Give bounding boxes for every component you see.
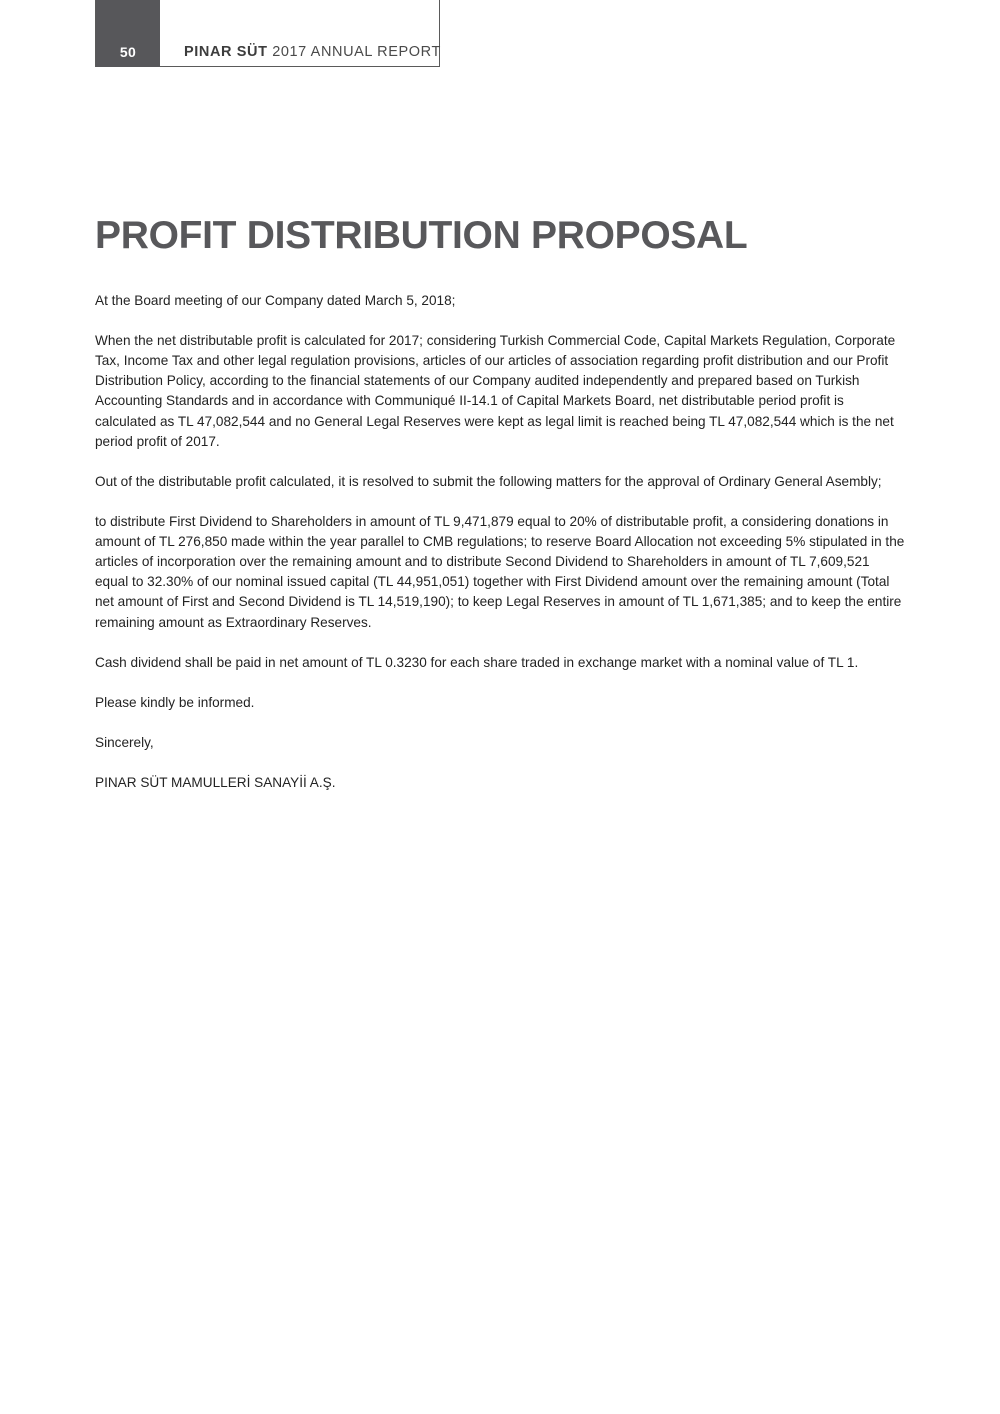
distributable-profit-paragraph: When the net distributable profit is calculated for 2017; considering Turkish Commercial Code, Capital Markets Regulation, Corporate Tax, Income Tax and other legal regulation provisions, articles of our articles of association regarding profit distribution and our Profit Distribution Policy, according to the financial statements of our Company audited independently and prepared based on Turkish Accounting Standards and in accordance with Communiqué II-14.1 of Capital Markets Board, net distributable period profit is calculated as TL 47,082,544 and no General Legal Reserves were kept as legal limit is reached being TL 47,082,544 which is the net period profit of 2017.: [95, 333, 896, 449]
page-number: 50: [119, 44, 137, 60]
dividend-details-paragraph: to distribute First Dividend to Shareholders in amount of TL 9,471,879 equal to 20% of distributable profit, a considering donations in amount of TL 276,850 made within the year parallel to CMB regulations; to reserve Board Allocation not exceeding 5% stipulated in the articles of incorporation over the remaining amount and to distribute Second Dividend to Shareholders in amount of TL 7,609,521 equal to 32.30% of our nominal issued capital (TL 44,951,051) together with First Dividend amount over the remaining amount (Total net amount of First and Second Dividend is TL 14,519,190); to keep Legal Reserves in amount of TL 1,671,385; and to keep the entire remaining amount as Extraordinary Reserves.: [95, 514, 905, 630]
report-label: 2017 ANNUAL REPORT: [272, 44, 441, 60]
company-signature: PINAR SÜT MAMULLERİ SANAYİİ A.Ş.: [95, 775, 336, 791]
brand-name: PINAR SÜT: [184, 44, 268, 60]
closing-salutation: Sincerely,: [95, 735, 154, 751]
meeting-intro-paragraph: At the Board meeting of our Company dated March 5, 2018;: [95, 293, 456, 308]
cash-dividend-paragraph: Cash dividend shall be paid in net amount of TL 0.3230 for each share traded in exchange market with a nominal value of TL 1.: [95, 654, 859, 670]
page-title: PROFIT DISTRIBUTION PROPOSAL: [95, 214, 748, 257]
page-number-tab: [96, 0, 160, 67]
proposal-body: [95, 291, 905, 813]
running-header: [95, 0, 440, 67]
informed-paragraph: Please kindly be informed.: [95, 694, 255, 710]
running-head-text: [184, 44, 441, 60]
resolution-intro-paragraph: Out of the distributable profit calculated, it is resolved to submit the following matters for the approval of Ordinary General Asembly;: [95, 473, 882, 489]
